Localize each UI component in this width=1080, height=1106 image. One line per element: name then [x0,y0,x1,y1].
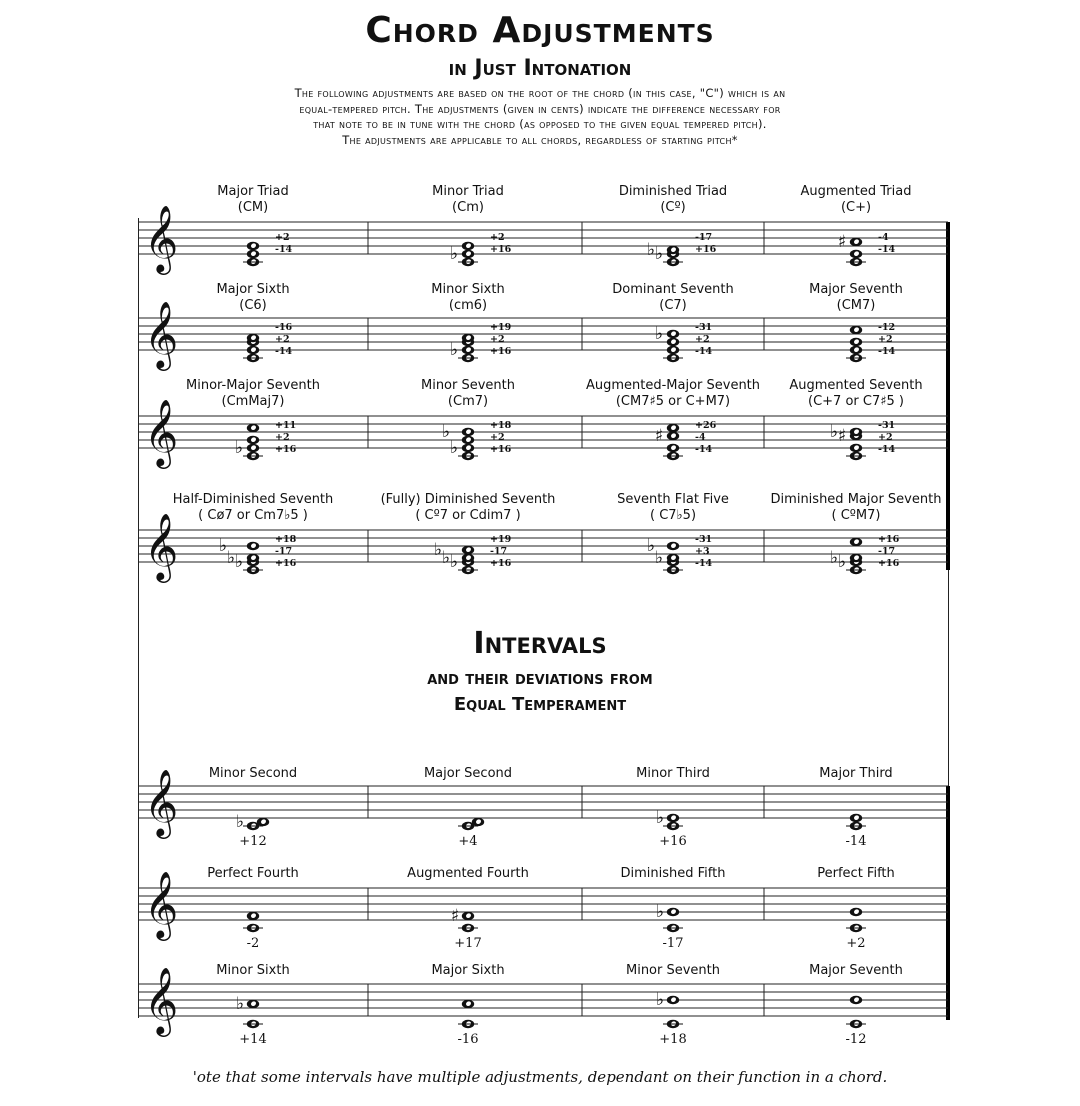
cent-value: -17 [695,232,713,243]
cent-adjustments [878,232,895,256]
flat-icon: ♭ [218,536,228,556]
chord-symbol: (Cº) [660,200,686,215]
cent-value: +2 [490,432,505,443]
cent-adjustments [490,534,511,570]
cent-value: -4 [878,232,889,243]
cent-value: +18 [275,534,297,545]
cent-value: -14 [878,444,896,455]
chord-name: Augmented Triad [800,184,912,199]
cent-value: +16 [695,244,717,255]
chord-name: Major Third [819,766,893,781]
chord-label [358,766,578,782]
whole-note-icon [667,444,679,452]
sharp-icon: ♯ [837,426,847,446]
cent-value: +3 [695,546,710,557]
whole-note-icon [247,250,259,258]
treble-clef-icon: 𝄞 [144,512,179,580]
interval-cents: +14 [239,1032,267,1047]
flat-icon: ♭ [829,548,839,568]
chord-name: Dominant Seventh [612,282,734,297]
cent-value: -14 [878,244,896,255]
chord-label [143,184,363,216]
page-subtitle: in Just Intonation [448,56,632,81]
chord-symbol: (C+7 or C7♯5 ) [808,394,904,409]
treble-clef-icon: 𝄞 [144,300,179,368]
chord-label [746,282,966,314]
chord-name: Major Seventh [809,963,903,978]
cent-value: -31 [695,534,713,545]
flat-icon: ♭ [655,902,665,922]
cent-value: -14 [275,346,293,357]
interval-cents: +17 [454,936,482,951]
chord-name: Major Triad [217,184,289,199]
whole-note-icon [667,330,679,338]
chord-label [746,963,966,979]
cent-value: -31 [695,322,713,333]
whole-note-icon [247,444,259,452]
chord-name: Augmented-Major Seventh [585,378,761,393]
chord-name: Perfect Fifth [817,866,895,881]
chord-label [746,492,966,524]
cent-value: -4 [695,432,706,443]
cent-value: +2 [878,432,893,443]
cent-adjustments [878,322,895,358]
interval-cents: -14 [845,834,867,849]
chord-label [358,378,578,410]
cent-adjustments [490,322,511,358]
chord-name: Major Sixth [431,963,505,978]
whole-note-icon [462,428,474,436]
intervals-title: Intervals [473,626,607,661]
whole-note-icon [667,908,679,916]
cent-value: +2 [275,334,290,345]
whole-note-icon [667,338,679,346]
chord-symbol: ( C7♭5) [649,508,697,523]
chord-name: Minor Triad [432,184,504,199]
footnote: 'ote that some intervals have multiple adjustments, dependant on their function in a chord. [192,1068,888,1086]
whole-note-icon [472,818,484,826]
cent-adjustments [878,534,899,570]
interval-cents: +12 [239,834,267,849]
sharp-icon: ♯ [837,232,847,252]
chord-label [143,282,363,314]
chord-name: Minor Sixth [431,282,505,297]
cent-value: -17 [275,546,293,557]
whole-note-icon [850,326,862,334]
cent-value: +2 [275,232,290,243]
chord-name: Minor Seventh [625,963,720,978]
whole-note-icon [247,436,259,444]
intervals-subtitle: and their deviations from [427,668,653,689]
chord-symbol: (C7) [659,298,687,313]
whole-note-icon [667,346,679,354]
cent-value: -12 [878,322,896,333]
chord-label [358,963,578,979]
whole-note-icon [462,334,474,342]
whole-note-icon [850,428,862,436]
flat-icon: ♭ [837,552,847,572]
whole-note-icon [247,554,259,562]
whole-note-icon [462,242,474,250]
cent-value: -17 [878,546,896,557]
sharp-icon: ♯ [654,426,664,446]
whole-note-icon [667,432,679,440]
cent-adjustments [878,420,895,456]
chord-symbol: (CM7♯5 or C+M7) [615,394,731,409]
intro-line: The following adjustments are based on the root of the chord (in this case, "C") which is an [294,86,786,100]
whole-note-icon [850,538,862,546]
cent-value: +16 [490,558,512,569]
intro-text [200,86,880,148]
whole-note-icon [257,818,269,826]
flat-icon: ♭ [654,548,664,568]
intervals-subtitle-2: Equal Temperament [453,694,627,715]
flat-icon: ♭ [449,438,459,458]
cent-value: +16 [275,558,297,569]
flat-icon: ♭ [449,340,459,360]
chord-symbol: (CM) [237,200,269,215]
whole-note-icon [462,436,474,444]
page-title: Chord Adjustments [365,10,715,51]
chord-name: Minor Second [208,766,298,781]
cent-adjustments [275,232,292,256]
flat-icon: ♭ [433,540,443,560]
cent-value: -14 [695,346,713,357]
interval-cents: -2 [246,936,260,951]
interval-cents: +2 [846,936,866,951]
chord-name: (Fully) Diminished Seventh [380,492,556,507]
chord-label [746,766,966,782]
chord-label [143,378,363,410]
cent-value: +11 [275,420,297,431]
chord-label [746,866,966,882]
whole-note-icon [462,250,474,258]
whole-note-icon [462,554,474,562]
flat-icon: ♭ [449,244,459,264]
chord-symbol: (CM7) [836,298,876,313]
flat-icon: ♭ [646,240,656,260]
flat-icon: ♭ [655,808,665,828]
whole-note-icon [247,1000,259,1008]
chord-name: Augmented Fourth [407,866,529,881]
whole-note-icon [247,542,259,550]
cent-adjustments [695,322,712,358]
cent-value: -14 [878,346,896,357]
cent-value: +16 [878,558,900,569]
intro-line: equal-tempered pitch. The adjustments (given in cents) indicate the difference necessary for [299,101,781,116]
cent-adjustments [275,534,296,570]
cent-value: +16 [490,244,512,255]
whole-note-icon [667,246,679,254]
chord-label [358,282,578,314]
chord-symbol: (Cm) [452,200,484,215]
cent-adjustments [275,322,292,358]
chord-symbol: (CmMaj7) [221,394,285,409]
chord-label [358,492,578,524]
chord-label [143,866,363,882]
cent-value: +2 [490,334,505,345]
cent-value: +2 [878,334,893,345]
whole-note-icon [462,912,474,920]
intro-line: that note to be in tune with the chord (as opposed to the given equal tempered pitch). [313,117,767,131]
whole-note-icon [850,338,862,346]
cent-value: -17 [490,546,508,557]
treble-clef-icon: 𝄞 [144,204,179,272]
chord-label [143,492,363,524]
flat-icon: ♭ [234,552,244,572]
flat-icon: ♭ [226,548,236,568]
cent-adjustments [275,420,296,456]
chord-label [746,184,966,216]
cent-value: +16 [490,346,512,357]
whole-note-icon [850,908,862,916]
chord-name: Diminished Triad [618,184,728,199]
interval-cents: +18 [659,1032,687,1047]
cent-value: +2 [490,232,505,243]
chord-name: Minor-Major Seventh [186,378,320,393]
chord-label [358,184,578,216]
chord-symbol: (C6) [239,298,267,313]
flat-icon: ♭ [441,422,451,442]
cent-value: +18 [490,420,512,431]
cent-value: +26 [695,420,717,431]
chord-name: Minor Seventh [420,378,515,393]
chord-symbol: ( CºM7) [831,508,881,523]
whole-note-icon [667,554,679,562]
flat-icon: ♭ [235,812,245,832]
cent-value: -14 [695,558,713,569]
whole-note-icon [850,238,862,246]
flat-icon: ♭ [654,324,664,344]
whole-note-icon [850,554,862,562]
cent-value: +16 [275,444,297,455]
cent-value: +16 [490,444,512,455]
chord-label [358,866,578,882]
cent-adjustments [695,420,716,456]
whole-note-icon [247,424,259,432]
treble-clef-icon: 𝄞 [144,870,179,938]
chord-name: Major Sixth [216,282,290,297]
chord-symbol: (cm6) [448,298,488,313]
whole-note-icon [667,814,679,822]
cent-value: +16 [878,534,900,545]
whole-note-icon [462,546,474,554]
interval-cents: -16 [457,1032,479,1047]
whole-note-icon [850,444,862,452]
whole-note-icon [247,242,259,250]
cent-value: -16 [275,322,293,333]
whole-note-icon [850,814,862,822]
whole-note-icon [462,1000,474,1008]
cent-value: -14 [275,244,293,255]
flat-icon: ♭ [829,422,839,442]
cent-adjustments [490,420,511,456]
cent-value: +19 [490,534,512,545]
treble-clef-icon: 𝄞 [144,768,179,836]
treble-clef-icon: 𝄞 [144,398,179,466]
interval-cents: +4 [458,834,478,849]
chord-name: Minor Third [636,766,710,781]
treble-clef-icon: 𝄞 [144,966,179,1034]
whole-note-icon [462,346,474,354]
flat-icon: ♭ [655,990,665,1010]
cent-adjustments [490,232,511,256]
intro-line: The adjustments are applicable to all chords, regardless of starting pitch* [342,132,738,147]
whole-note-icon [667,996,679,1004]
chord-label [143,766,363,782]
chord-name: Augmented Seventh [789,378,923,393]
cent-value: -31 [878,420,896,431]
flat-icon: ♭ [235,994,245,1014]
cent-adjustments [695,534,712,570]
interval-cents: -12 [845,1032,867,1047]
chord-symbol: ( Cº7 or Cdim7 ) [415,508,521,523]
interval-cents: -17 [662,936,684,951]
whole-note-icon [247,912,259,920]
flat-icon: ♭ [441,548,451,568]
chord-name: Seventh Flat Five [617,492,729,507]
whole-note-icon [247,334,259,342]
chord-symbol: ( Cø7 or Cm7♭5 ) [198,508,308,523]
flat-icon: ♭ [449,552,459,572]
chord-label [746,378,966,410]
chord-name: Major Second [423,766,513,781]
chord-name: Minor Sixth [216,963,290,978]
interval-cents: +16 [659,834,687,849]
whole-note-icon [850,346,862,354]
chord-name: Half-Diminished Seventh [172,492,334,507]
sharp-icon: ♯ [450,906,460,926]
cent-value: -14 [695,444,713,455]
whole-note-icon [850,996,862,1004]
chord-label [143,963,363,979]
flat-icon: ♭ [654,244,664,264]
cent-adjustments [695,232,716,256]
chord-name: Major Seventh [809,282,903,297]
whole-note-icon [462,444,474,452]
chord-name: Diminished Fifth [620,866,726,881]
chord-symbol: (C+) [840,200,872,215]
whole-note-icon [850,250,862,258]
chord-name: Perfect Fourth [207,866,299,881]
flat-icon: ♭ [646,536,656,556]
whole-note-icon [667,424,679,432]
cent-value: +19 [490,322,512,333]
flat-icon: ♭ [234,438,244,458]
chord-symbol: (Cm7) [447,394,489,409]
whole-note-icon [667,542,679,550]
cent-value: +2 [695,334,710,345]
cent-value: +2 [275,432,290,443]
whole-note-icon [247,346,259,354]
chord-name: Diminished Major Seventh [770,492,942,507]
